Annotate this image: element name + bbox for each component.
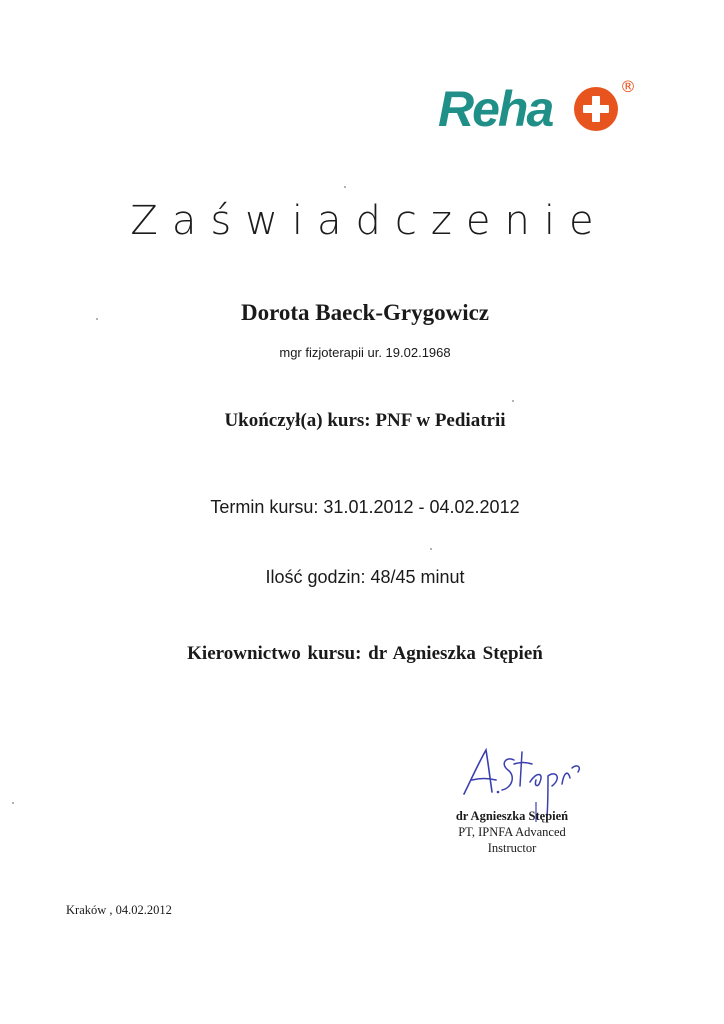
plus-icon — [574, 87, 618, 131]
signer-block — [412, 808, 612, 856]
hours-line: Ilość godzin: 48/45 minut — [265, 567, 465, 587]
signer-name: dr Agnieszka Stępień — [455, 809, 569, 823]
signer-title-line-1: PT, IPNFA Advanced — [458, 825, 566, 839]
scan-speck — [344, 186, 346, 188]
leadership-line: Kierownictwo kursu: dr Agnieszka Stępień — [187, 643, 543, 664]
reha-logo-text: Reha — [438, 81, 553, 136]
recipient-degree: mgr fizjoterapii ur. 19.02.1968 — [279, 345, 451, 360]
registered-mark: ® — [620, 77, 636, 96]
scan-speck — [512, 400, 514, 402]
term-line: Termin kursu: 31.01.2012 - 04.02.2012 — [210, 497, 520, 517]
place-date: Kraków , 04.02.2012 — [66, 903, 172, 917]
scan-speck — [430, 548, 432, 550]
course-line: Ukończył(a) kurs: PNF w Pediatrii — [224, 410, 506, 431]
scan-speck — [96, 318, 98, 320]
certificate-title: Zaświadczenie — [130, 198, 608, 244]
recipient-name: Dorota Baeck-Grygowicz — [240, 300, 490, 325]
scan-speck — [12, 802, 14, 804]
reha-logo — [436, 74, 642, 136]
signer-title-line-2: Instructor — [487, 841, 537, 855]
